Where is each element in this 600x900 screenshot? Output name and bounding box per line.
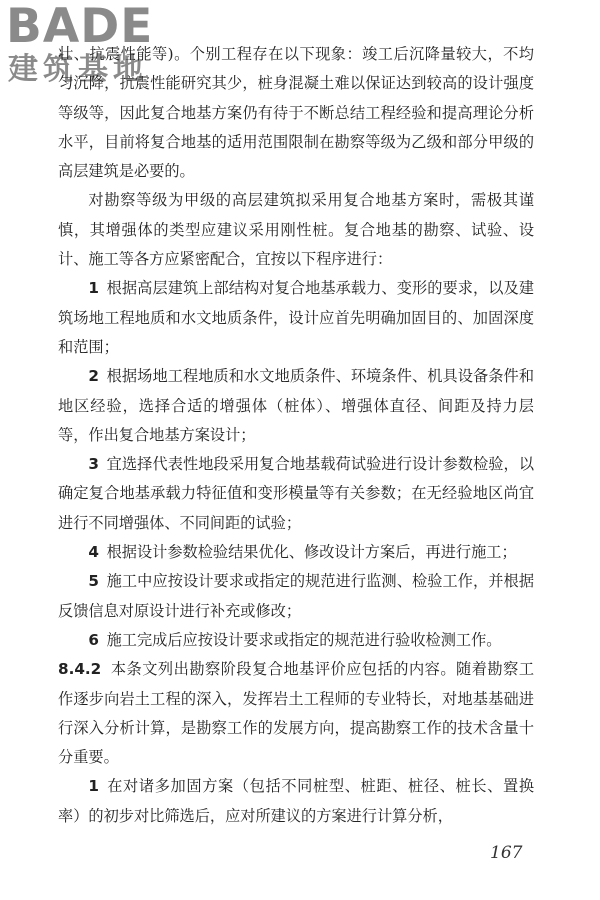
list-item-number: 3 (88, 455, 99, 474)
list-item-4 (58, 538, 534, 567)
list-item-number: 1 (88, 777, 99, 796)
list-item-number: 2 (88, 367, 99, 386)
list-item-number: 6 (88, 630, 99, 649)
list-item-3 (58, 450, 534, 538)
section-text: 本条文列出勘察阶段复合地基评价应包括的内容。随着勘察工作逐步向岩土工程的深入，发挥岩土工程师的专业特长，对地基基础进行深入分析计算，是勘察工作的发展方向，提高勘察工作的技术含量十分重要。 (58, 660, 534, 767)
list-item-1 (58, 274, 534, 362)
list-item-2 (58, 362, 534, 450)
logo-text: BADE (6, 0, 154, 54)
list-item-6 (58, 626, 534, 655)
list-item-number: 1 (88, 279, 99, 298)
list-item-text: 施工完成后应按设计要求或指定的规范进行验收检测工作。 (106, 630, 502, 649)
list-item-text: 根据高层建筑上部结构对复合地基承载力、变形的要求，以及建筑场地工程地质和水文地质条件，设计应首先明确加固目的、加固深度和范围； (58, 279, 534, 356)
paragraph-1 (58, 186, 534, 274)
list-item-number: 5 (88, 572, 99, 591)
list-item-5 (58, 567, 534, 626)
list-item-1b (58, 772, 534, 831)
paragraph-0 (58, 40, 534, 186)
section-paragraph (58, 655, 534, 772)
page-number: 167 (490, 843, 523, 863)
section-number: 8.4.2 (58, 660, 102, 679)
paragraph-text: 壮、抗震性能等)。个别工程存在以下现象：竣工后沉降量较大，不均匀沉降，抗震性能研究其少，桩身混凝土难以保证达到较高的设计强度等级等，因此复合地基方案仍有待于不断总结工程经验和提高理论分析水平，目前将复合地基的适用范围限制在勘察等级为乙级和部分甲级的高层建筑是必要的。 (58, 45, 534, 181)
logo-subtext: 建筑基地 (8, 52, 148, 87)
list-item-text: 根据设计参数检验结果优化、修改设计方案后，再进行施工； (106, 543, 517, 562)
list-item-text: 在对诸多加固方案（包括不同桩型、桩距、桩径、桩长、置换率）的初步对比筛选后，应对所建议的方案进行计算分析， (58, 777, 534, 825)
list-item-number: 4 (88, 543, 99, 562)
list-item-text: 宜选择代表性地段采用复合地基载荷试验进行设计参数检验，以确定复合地基承载力特征值和变形模量等有关参数；在无经验地区尚宜进行不同增强体、不同间距的试验； (58, 455, 534, 532)
paragraph-text: 对勘察等级为甲级的高层建筑拟采用复合地基方案时，需极其谨慎，其增强体的类型应建议采用刚性桩。复合地基的勘察、试验、设计、施工等各方应紧密配合，宜按以下程序进行： (58, 191, 534, 269)
list-item-text: 根据场地工程地质和水文地质条件、环境条件、机具设备条件和地区经验，选择合适的增强体（桩体）、增强体直径、间距及持力层等，作出复合地基方案设计； (58, 367, 534, 444)
list-item-text: 施工中应按设计要求或指定的规范进行监测、检验工作，并根据反馈信息对原设计进行补充或修改； (58, 572, 534, 620)
document-body (58, 40, 534, 831)
